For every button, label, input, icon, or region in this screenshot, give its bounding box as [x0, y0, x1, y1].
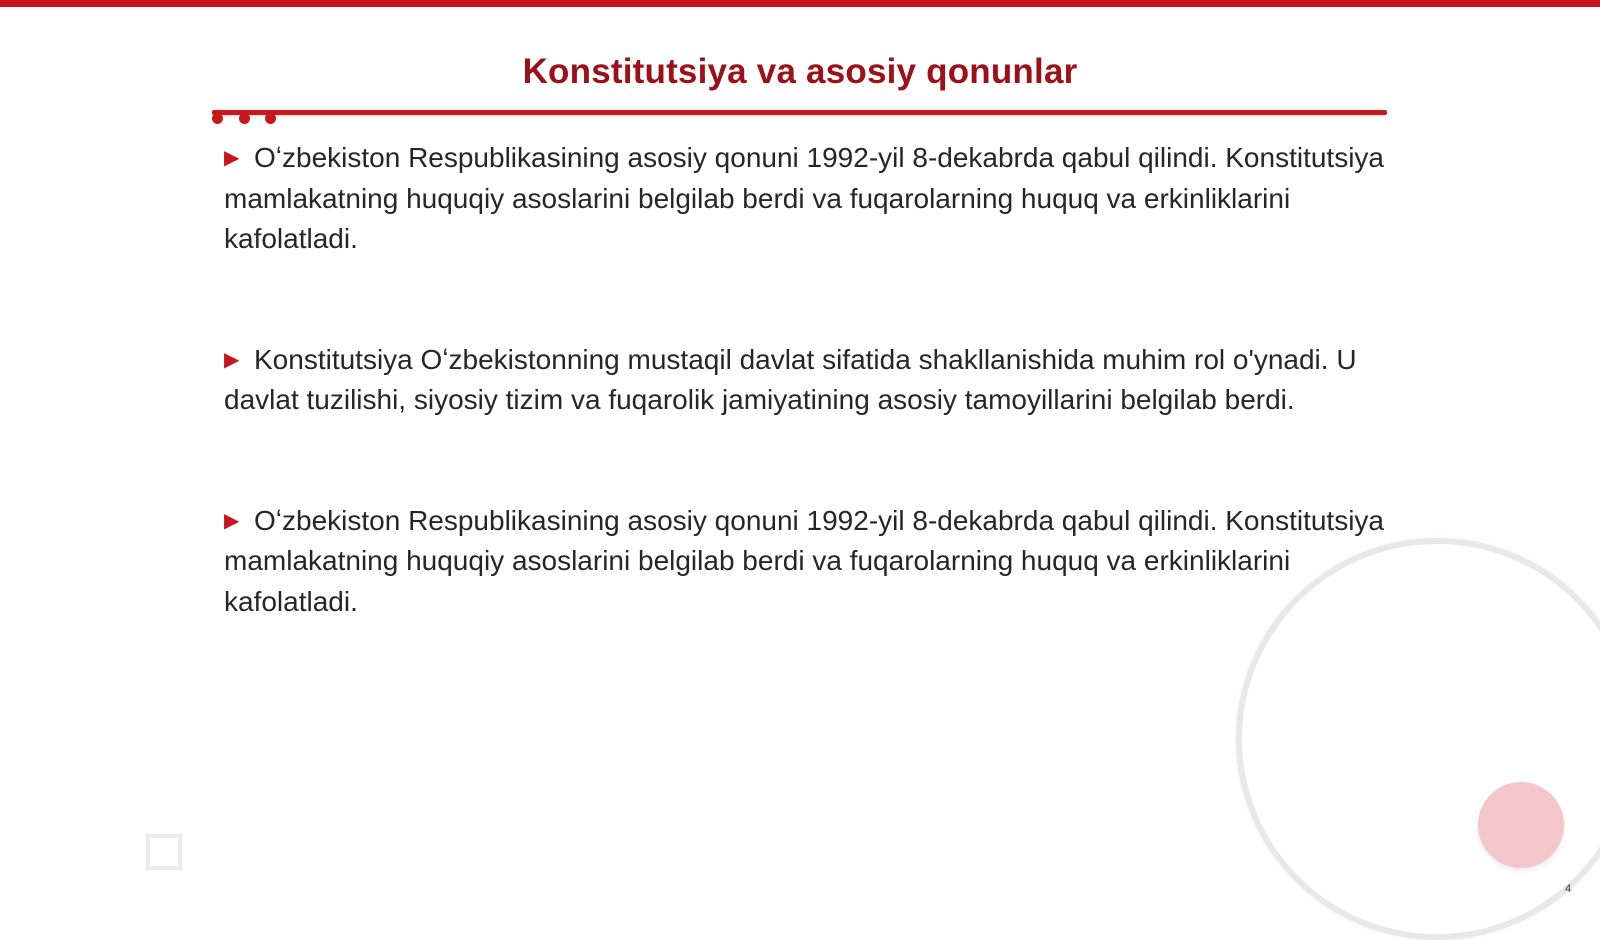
decor-dot — [265, 113, 276, 124]
bullet-text: Oʻzbekiston Respublikasining asosiy qonuni 1992-yil 8-dekabrda qabul qilindi. Konstitutsiya mamlakatning huquqiy asoslarini belgilab berdi va fuqarolarning huquq va erkinliklarini kafolatladi. — [224, 504, 1384, 617]
bullet-item — [224, 340, 1394, 421]
title-underline — [212, 110, 1387, 115]
bullet-list — [224, 138, 1394, 702]
bullet-text: Oʻzbekiston Respublikasining asosiy qonuni 1992-yil 8-dekabrda qabul qilindi. Konstitutsiya mamlakatning huquqiy asoslarini belgilab berdi va fuqarolarning huquq va erkinliklarini kafolatladi. — [224, 142, 1384, 254]
bullet-text: Konstitutsiya Oʻzbekistonning mustaqil davlat sifatida shakllanishida muhim rol o'ynadi. U davlat tuzilishi, siyosiy tizim va fuqarolik jamiyatining asosiy tamoyillarini belgilab berdi. — [224, 343, 1357, 415]
bullet-item — [224, 138, 1394, 260]
decor-dot — [212, 113, 223, 124]
page-number: 4 — [1565, 883, 1572, 895]
decor-square — [146, 834, 182, 870]
slide-title: Konstitutsiya va asosiy qonunlar — [522, 52, 1078, 91]
decor-dot — [239, 113, 250, 124]
triangle-bullet-icon: ▶ — [224, 147, 240, 169]
triangle-bullet-icon: ▶ — [224, 509, 240, 532]
top-accent-bar — [0, 0, 1600, 7]
bullet-item — [224, 501, 1394, 623]
decor-pink-circle — [1478, 782, 1564, 868]
triangle-bullet-icon: ▶ — [224, 348, 240, 371]
